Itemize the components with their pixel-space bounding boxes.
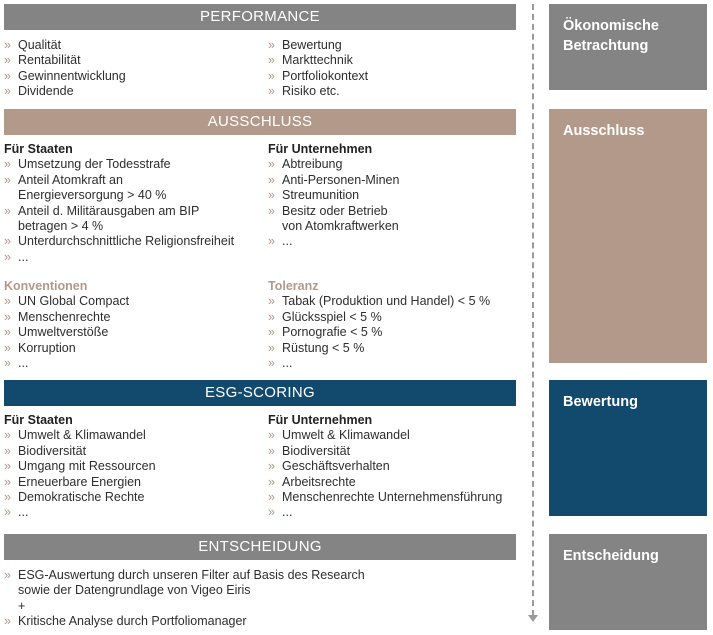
arrow-icon: » — [268, 459, 275, 474]
arrow-icon: » — [268, 172, 275, 187]
list-item: » Rüstung < 5 % — [268, 340, 365, 355]
arrow-down-icon — [528, 615, 538, 622]
flow-line — [532, 4, 534, 616]
arrow-icon: » — [268, 490, 275, 505]
arrow-icon: » — [268, 474, 275, 489]
list-item: » Umwelt & Klimawandel — [4, 428, 146, 443]
list-item-continuation: betragen > 4 % — [18, 219, 104, 234]
list-item: » Korruption — [4, 340, 76, 355]
list-item: » Besitz oder Betrieb — [268, 203, 388, 218]
arrow-icon: » — [268, 84, 275, 99]
arrow-icon: » — [4, 203, 11, 218]
arrow-icon: » — [4, 309, 11, 324]
ausschluss-unternehmen-list — [268, 142, 399, 250]
list-item: » Qualität — [4, 38, 62, 52]
arrow-icon: » — [4, 568, 11, 582]
arrow-icon: » — [268, 188, 275, 203]
esg-staaten-list — [4, 413, 156, 521]
list-item: » Kritische Analyse durch Portfoliomanager — [4, 614, 247, 629]
list-item: » ... — [268, 356, 293, 371]
arrow-icon: » — [4, 428, 11, 443]
list-item: » Rentabilität — [4, 53, 81, 68]
arrow-icon: » — [4, 249, 11, 264]
list-item: » Umweltverstöße — [4, 325, 109, 340]
arrow-icon: » — [4, 340, 11, 355]
arrow-icon: » — [4, 490, 11, 505]
list-item: » UN Global Compact — [4, 294, 130, 309]
section-heading: Für Unternehmen — [268, 142, 373, 156]
list-item: » Menschenrechte — [4, 309, 111, 324]
section-heading: Für Unternehmen — [268, 413, 373, 427]
performance-left-list — [4, 38, 126, 100]
list-item: » Tabak (Produktion und Handel) < 5 % — [268, 294, 491, 309]
arrow-icon: » — [268, 53, 275, 68]
arrow-icon: » — [4, 68, 11, 83]
sidebar-oekonomische-betrachtung: Ökonomische Betrachtung — [549, 4, 707, 90]
esg-scoring-header: ESG-SCORING — [4, 380, 516, 406]
list-item: » Pornografie < 5 % — [268, 325, 383, 340]
arrow-icon: » — [268, 356, 275, 371]
arrow-icon: » — [4, 84, 11, 99]
entscheidung-header: ENTSCHEIDUNG — [4, 534, 516, 560]
arrow-icon: » — [4, 356, 11, 371]
plus-sign: + — [18, 598, 26, 613]
toleranz-list — [268, 279, 490, 371]
arrow-icon: » — [4, 505, 11, 520]
ausschluss-staaten-list — [4, 142, 234, 265]
list-item: » Portfoliokontext — [268, 68, 369, 83]
esg-unternehmen-list — [268, 413, 502, 521]
arrow-icon: » — [4, 325, 11, 340]
list-item: » Arbeitsrechte — [268, 474, 356, 489]
arrow-icon: » — [4, 53, 11, 68]
arrow-icon: » — [4, 172, 11, 187]
list-item: » Geschäftsverhalten — [268, 459, 390, 474]
arrow-icon: » — [268, 325, 275, 340]
list-item: » Markttechnik — [268, 53, 353, 68]
arrow-icon: » — [268, 340, 275, 355]
list-item-continuation: sowie der Datengrundlage von Vigeo Eiris — [18, 583, 251, 598]
arrow-icon: » — [4, 294, 11, 309]
arrow-icon: » — [268, 157, 275, 172]
arrow-icon: » — [4, 157, 11, 172]
list-item: » Streumunition — [268, 188, 360, 203]
list-item: » Unterdurchschnittliche Religionsfreiheit — [4, 234, 235, 249]
list-item: » Gewinnentwicklung — [4, 68, 126, 83]
arrow-icon: » — [268, 309, 275, 324]
arrow-icon: » — [4, 38, 11, 52]
arrow-icon: » — [4, 234, 11, 249]
konventionen-list — [4, 279, 129, 371]
list-item: » Menschenrechte Unternehmensführung — [268, 490, 503, 505]
arrow-icon: » — [268, 428, 275, 443]
entscheidung-text — [4, 568, 365, 630]
list-item: » Umgang mit Ressourcen — [4, 459, 156, 474]
list-item: » Bewertung — [268, 38, 342, 52]
list-item: » ... — [268, 234, 293, 249]
list-item: » ... — [268, 505, 293, 520]
performance-right-list — [268, 38, 368, 100]
list-item: » Abtreibung — [268, 157, 343, 172]
list-item: » Umsetzung der Todesstrafe — [4, 157, 171, 172]
arrow-icon: » — [4, 459, 11, 474]
list-item: » ... — [4, 505, 29, 520]
section-heading: Konventionen — [4, 279, 88, 293]
arrow-icon: » — [268, 294, 275, 309]
sidebar-bewertung: Bewertung — [549, 380, 707, 516]
arrow-icon: » — [268, 234, 275, 249]
list-item: » Biodiversität — [4, 443, 87, 458]
list-item: » Anti-Personen-Minen — [268, 172, 400, 187]
list-item: » Umwelt & Klimawandel — [268, 428, 410, 443]
list-item: » Biodiversität — [268, 443, 351, 458]
list-item-continuation: von Atomkraftwerken — [282, 219, 399, 234]
section-heading: Für Staaten — [4, 142, 73, 156]
list-item: » Anteil d. Militärausgaben am BIP — [4, 203, 200, 218]
list-item: » ESG-Auswertung durch unseren Filter auf Basis des Research — [4, 568, 365, 582]
section-heading: Toleranz — [268, 279, 319, 293]
list-item: » ... — [4, 356, 29, 371]
list-item: » Dividende — [4, 84, 74, 99]
arrow-icon: » — [4, 443, 11, 458]
list-item: » Risiko etc. — [268, 84, 340, 99]
performance-header: PERFORMANCE — [4, 4, 516, 30]
ausschluss-header: AUSSCHLUSS — [4, 109, 516, 135]
arrow-icon: » — [268, 505, 275, 520]
list-item: » Erneuerbare Energien — [4, 474, 141, 489]
arrow-icon: » — [268, 38, 275, 52]
arrow-icon: » — [268, 443, 275, 458]
section-heading: Für Staaten — [4, 413, 73, 427]
list-item: » Demokratische Rechte — [4, 490, 145, 505]
arrow-icon: » — [4, 614, 11, 629]
list-item-continuation: Energieversorgung > 40 % — [18, 188, 167, 203]
list-item: » ... — [4, 249, 29, 264]
list-item: » Glücksspiel < 5 % — [268, 309, 382, 324]
arrow-icon: » — [268, 68, 275, 83]
arrow-icon: » — [4, 474, 11, 489]
arrow-icon: » — [268, 203, 275, 218]
sidebar-ausschluss: Ausschluss — [549, 109, 707, 363]
list-item: » Anteil Atomkraft an — [4, 172, 123, 187]
sidebar-entscheidung: Entscheidung — [549, 534, 707, 630]
